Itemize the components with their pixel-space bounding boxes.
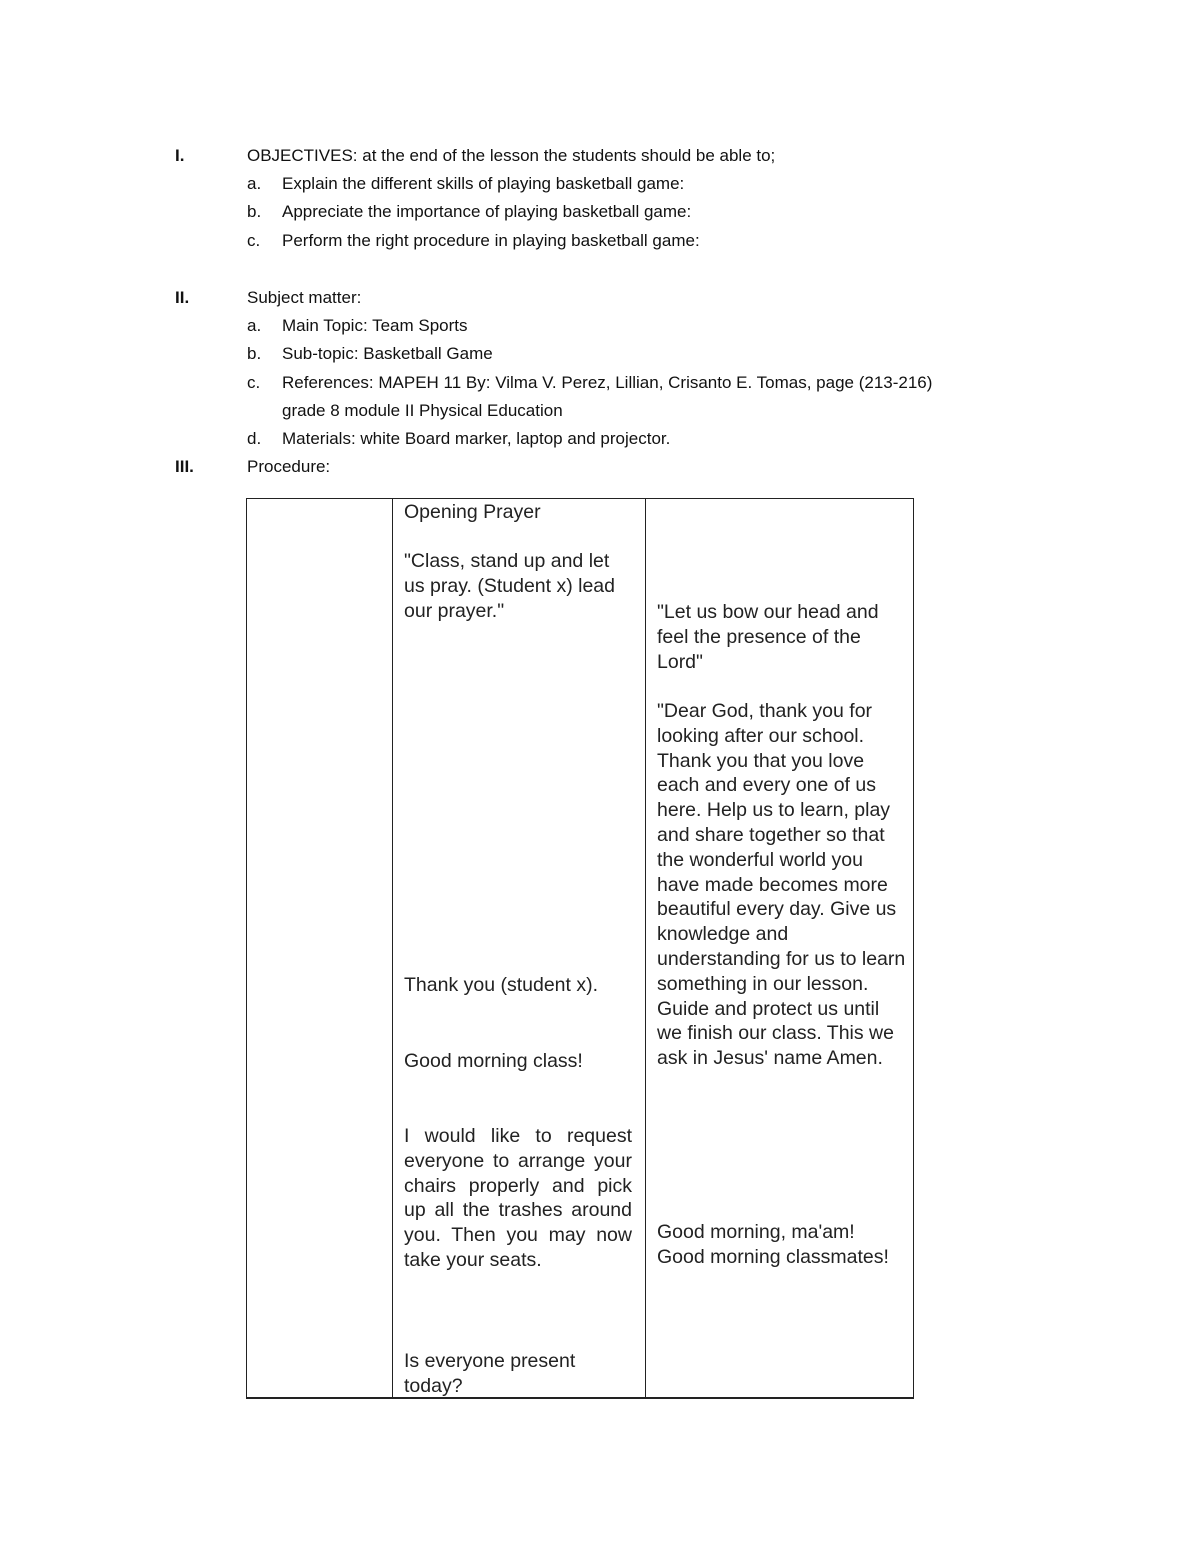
- list-item-continuation: [0, 399, 1200, 427]
- list-text: Materials: white Board marker, laptop and projector.: [282, 429, 671, 448]
- section-heading: Subject matter:: [247, 288, 362, 307]
- list-item: [0, 342, 1200, 370]
- list-item: [0, 172, 1200, 200]
- list-letter: a.: [247, 174, 262, 193]
- list-letter: d.: [247, 429, 262, 448]
- table-bottom-border: [246, 1398, 914, 1399]
- list-letter: c.: [247, 373, 261, 392]
- procedure-table: [246, 498, 914, 1398]
- teacher-attendance-text: Is everyone present today?: [404, 1350, 576, 1397]
- teacher-request-text: I would like to request everyone to arrange your chairs properly and pick up all the trashes around you. Then you may now take your seats.: [404, 1125, 632, 1271]
- list-letter: c.: [247, 231, 261, 250]
- list-letter: b.: [247, 202, 262, 221]
- section-heading: Procedure:: [247, 457, 331, 476]
- list-text: Main Topic: Team Sports: [282, 316, 468, 335]
- list-text: Explain the different skills of playing basketball game:: [282, 174, 685, 193]
- section-procedure: [0, 455, 1200, 483]
- section-number: III.: [175, 457, 194, 476]
- list-item: [0, 371, 1200, 399]
- list-text: grade 8 module II Physical Education: [282, 401, 563, 420]
- list-item: [0, 314, 1200, 342]
- section-number: I.: [175, 146, 185, 165]
- teacher-good-morning-text: Good morning class!: [404, 1050, 583, 1072]
- opening-prayer-title: Opening Prayer: [404, 501, 541, 523]
- list-text: Perform the right procedure in playing basketball game:: [282, 231, 700, 250]
- list-text: Sub-topic: Basketball Game: [282, 344, 493, 363]
- teacher-thank-you-text: Thank you (student x).: [404, 974, 599, 996]
- list-text: References: MAPEH 11 By: Vilma V. Perez, Lillian, Crisanto E. Tomas, page (213-216): [282, 373, 933, 392]
- student-prayer-text: "Dear God, thank you for looking after our school. Thank you that you love each and every one of us here. Help us to learn, play and share together so that the wonderful world you have made becomes more beautiful every day. Give us knowledge and understanding for us to learn something in our lesson. Guide and protect us until we finish our class. This we ask in Jesus' name Amen.: [657, 700, 906, 1070]
- list-letter: b.: [247, 344, 262, 363]
- section-objectives: [0, 144, 1200, 172]
- list-item: [0, 200, 1200, 228]
- section-heading: OBJECTIVES: at the end of the lesson the students should be able to;: [247, 146, 776, 165]
- list-letter: a.: [247, 316, 262, 335]
- student-greeting-text: Good morning, ma'am! Good morning classmates!: [657, 1221, 889, 1268]
- list-item: [0, 229, 1200, 257]
- list-text: Appreciate the importance of playing basketball game:: [282, 202, 692, 221]
- column-divider: [645, 499, 646, 1397]
- student-bow-text: "Let us bow our head and feel the presence of the Lord": [657, 601, 879, 673]
- section-number: II.: [175, 288, 190, 307]
- teacher-stand-up-text: "Class, stand up and let us pray. (Student x) lead our prayer.": [404, 550, 615, 622]
- column-divider: [392, 499, 393, 1397]
- list-item: [0, 427, 1200, 455]
- section-subject-matter: [0, 286, 1200, 314]
